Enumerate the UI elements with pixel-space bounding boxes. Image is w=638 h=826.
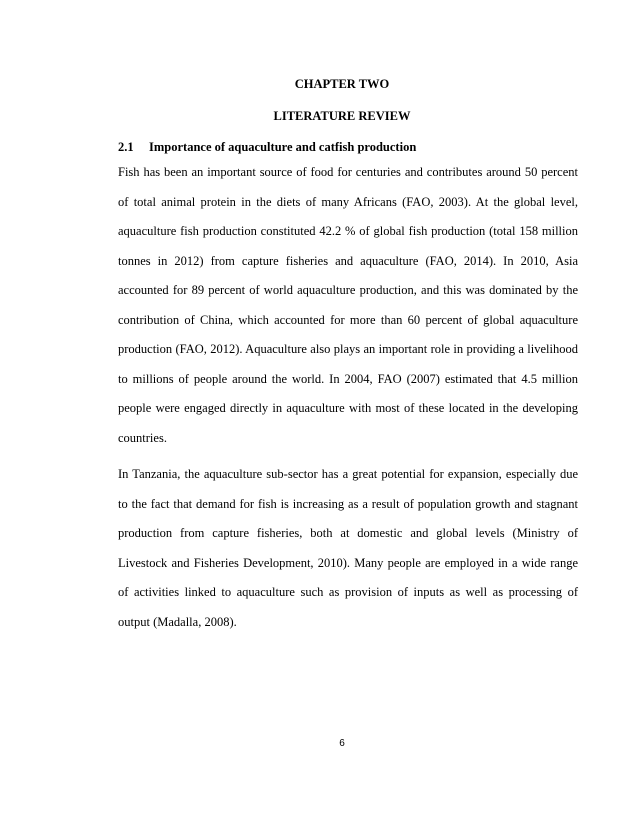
paragraph-line: contribution of China, which accounted for more than 60 percent of global aquaculture bbox=[118, 312, 578, 327]
paragraph-line: production from capture fisheries, both at domestic and global levels (Ministry of bbox=[118, 526, 578, 540]
section-title: Importance of aquaculture and catfish production bbox=[149, 140, 417, 154]
paragraph-line: to millions of people around the world. In 2004, FAO (2007) estimated that 4.5 million bbox=[118, 371, 578, 386]
page-number: 6 bbox=[339, 738, 345, 749]
paragraph-line: aquaculture fish production constituted 42.2 % of global fish production (total 158 million bbox=[118, 224, 578, 238]
paragraph-line: In Tanzania, the aquaculture sub-sector has a great potential for expansion, especially due bbox=[118, 467, 578, 481]
paragraph-line: tonnes in 2012) from capture fisheries and aquaculture (FAO, 2014). In 2010, Asia bbox=[118, 253, 578, 268]
paragraph-line: Livestock and Fisheries Development, 2010). Many people are employed in a wide range bbox=[118, 555, 578, 570]
section-number: 2.1 bbox=[118, 140, 134, 154]
paragraph-line: Fish has been an important source of food for centuries and contributes around 50 percent bbox=[118, 165, 578, 179]
chapter-title: CHAPTER TWO bbox=[294, 77, 390, 91]
paragraph-line: output (Madalla, 2008). bbox=[118, 614, 237, 629]
paragraph-line: production (FAO, 2012). Aquaculture also plays an important role in providing a livelihood bbox=[118, 342, 578, 356]
section-heading bbox=[118, 140, 416, 155]
chapter-subtitle: LITERATURE REVIEW bbox=[273, 109, 411, 123]
paragraph-line: to the fact that demand for fish is increasing as a result of population growth and stagnant bbox=[118, 496, 578, 511]
paragraph-line: people were engaged directly in aquaculture with most of these located in the developing bbox=[118, 401, 578, 415]
paragraph-line: accounted for 89 percent of world aquaculture production, and this was dominated by the bbox=[118, 283, 578, 297]
paragraph-line: of activities linked to aquaculture such as provision of inputs as well as processing of bbox=[118, 585, 578, 599]
paragraph-line: of total animal protein in the diets of many Africans (FAO, 2003). At the global level, bbox=[118, 194, 578, 209]
paragraph-line: countries. bbox=[118, 430, 167, 445]
paragraph-2 bbox=[118, 466, 578, 643]
paragraph-1 bbox=[118, 164, 578, 459]
